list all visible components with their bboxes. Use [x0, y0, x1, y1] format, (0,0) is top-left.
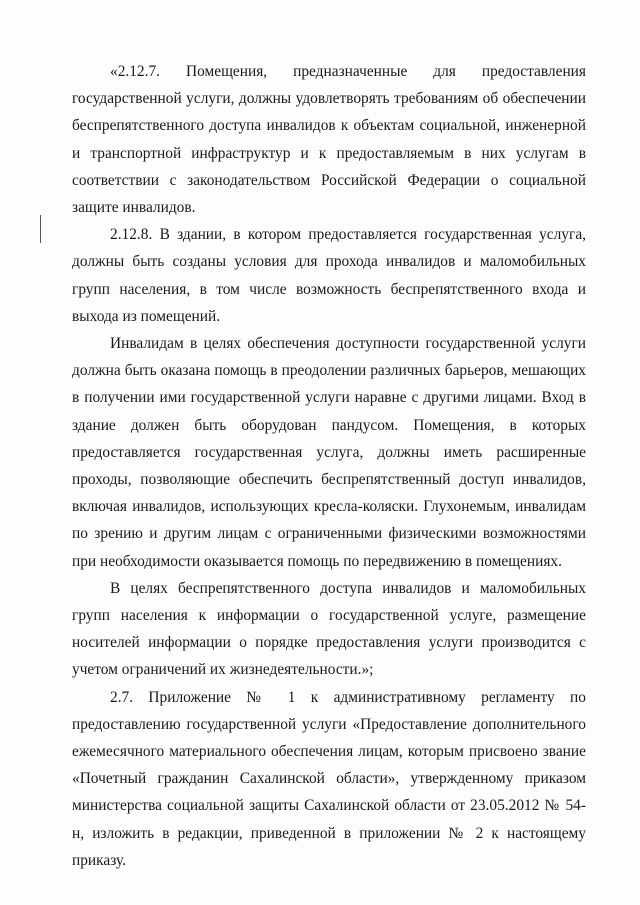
paragraph-assistance: Инвалидам в целях обеспечения доступности государственной услуги должна быть оказана помощь в преодолении различных барьеров, мешающих в получении ими государственной услуги наравне с другими лицами. Вход в здание должен быть оборудован пандусом. Помещения, в которых предоставляется государственная услуга, должны иметь расширенные проходы, позволяющие обеспечить беспрепятственный доступ инвалидов, включая инвалидов, использующих кресла-коляски. Глухонемым, инвалидам по зрению и другим лицам с ограниченными физическими возможностями при необходимости оказывается помощь по передвижению в помещениях. — [72, 335, 586, 570]
margin-mark — [40, 215, 41, 243]
paragraph-2-12-8: 2.12.8. В здании, в котором предоставляется государственная услуга, должны быть созданы условия для прохода инвалидов и маломобильных групп населения, в том числе возможность беспрепятственного входа и выхода из помещений. — [72, 226, 586, 325]
paragraph-2-7: 2.7. Приложение № 1 к административному регламенту по предоставлению государственной услуги «Предоставление дополнительного ежемесячного материального обеспечения лицам, которым присвоено звание «Почетный гражданин Сахалинской области», утвержденному приказом министерства социальной защиты Сахалинской области от 23.05.2012 № 54-н, изложить в редакции, приведенной в приложении № 2 к настоящему приказу. — [72, 688, 586, 869]
paragraph-2-12-7: «2.12.7. Помещения, предназначенные для предоставления государственной услуги, должны удовлетворять требованиям об обеспечении беспрепятственного доступа инвалидов к объектам социальной, инженерной и транспортной инфраструктур и к предоставляемым в них услугам в соответствии с законодательством Российской Федерации о социальной защите инвалидов. — [72, 63, 586, 217]
document-body — [72, 58, 586, 874]
paragraph-information-access: В целях беспрепятственного доступа инвалидов и маломобильных групп населения к информации о государственной услуге, размещение носителей информации о порядке предоставления услуги производится с учетом ограничений их жизнедеятельности.»; — [72, 579, 586, 679]
